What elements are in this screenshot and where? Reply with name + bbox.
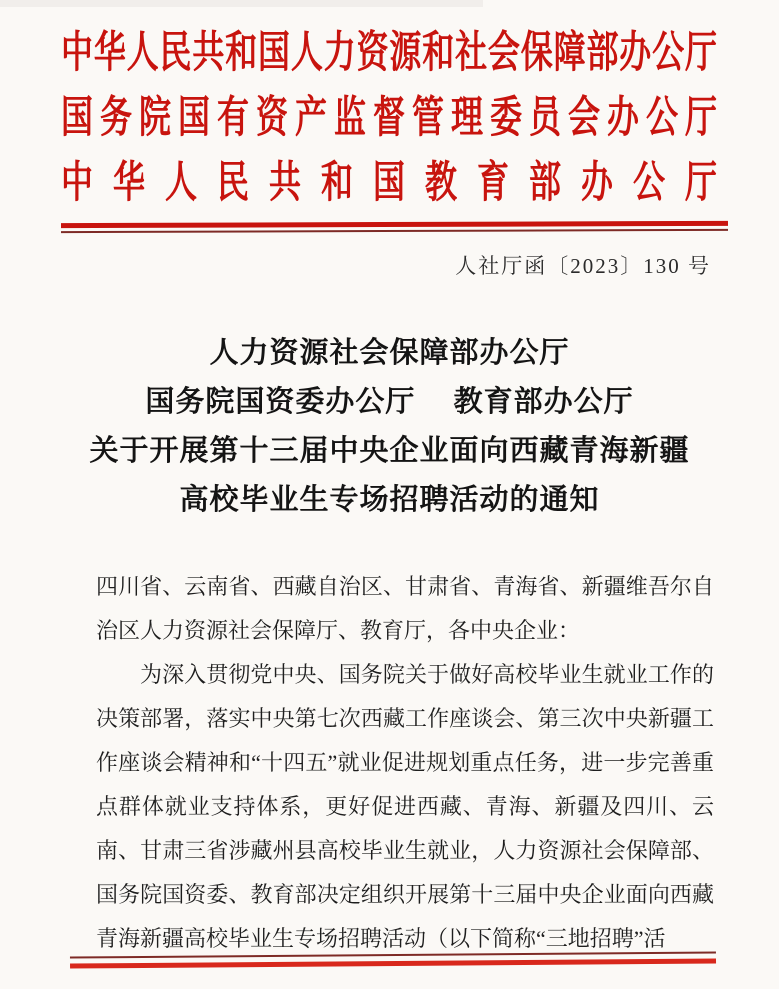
title-line-4: 高校毕业生专场招聘活动的通知: [179, 484, 600, 516]
red-letterhead: [61, 20, 717, 215]
letterhead-line-3: 中华人民共和国教育部办公厅: [61, 157, 717, 207]
title-line-3: 关于开展第十三届中央企业面向西藏青海新疆: [89, 435, 690, 467]
title-line-1: 人力资源社会保障部办公厅: [209, 337, 570, 369]
body-paragraph: 为深入贯彻党中央、国务院关于做好高校毕业生就业工作的决策部署，落实中央第七次西藏工作座谈会、第三次中央新疆工作座谈会精神和“十四五”就业促进规划重点任务，进一步完善重点群体就业支持体系，更好促进西藏、青海、新疆及四川、云南、甘肃三省涉藏州县高校毕业生就业，人力资源社会保障部、国务院国资委、教育部决定组织开展第十三届中央企业面向西藏青海新疆高校毕业生专场招聘活动（以下简称“三地招聘”活: [96, 662, 714, 951]
document-body: [96, 565, 714, 961]
letterhead-line-2: 国务院国有资产监督管理委员会办公厅: [61, 92, 717, 142]
document-title: [0, 329, 779, 525]
scan-edge-shadow: [0, 0, 483, 7]
document-number: 人社厅函〔2023〕130 号: [455, 254, 711, 278]
title-line-2: 国务院国资委办公厅 教育部办公厅: [145, 386, 634, 418]
bottom-thick-red-line: [70, 958, 716, 968]
letterhead-line-1: 中华人民共和国人力资源和社会保障部办公厅: [61, 27, 717, 77]
salutation-paragraph: 四川省、云南省、西藏自治区、甘肃省、青海省、新疆维吾尔自治区人力资源社会保障厅、教育厅，各中央企业：: [96, 574, 714, 643]
letterhead-separator-rule: [61, 221, 728, 233]
separator-thick-red-line: [61, 221, 728, 228]
separator-thin-dark-line: [61, 229, 728, 233]
